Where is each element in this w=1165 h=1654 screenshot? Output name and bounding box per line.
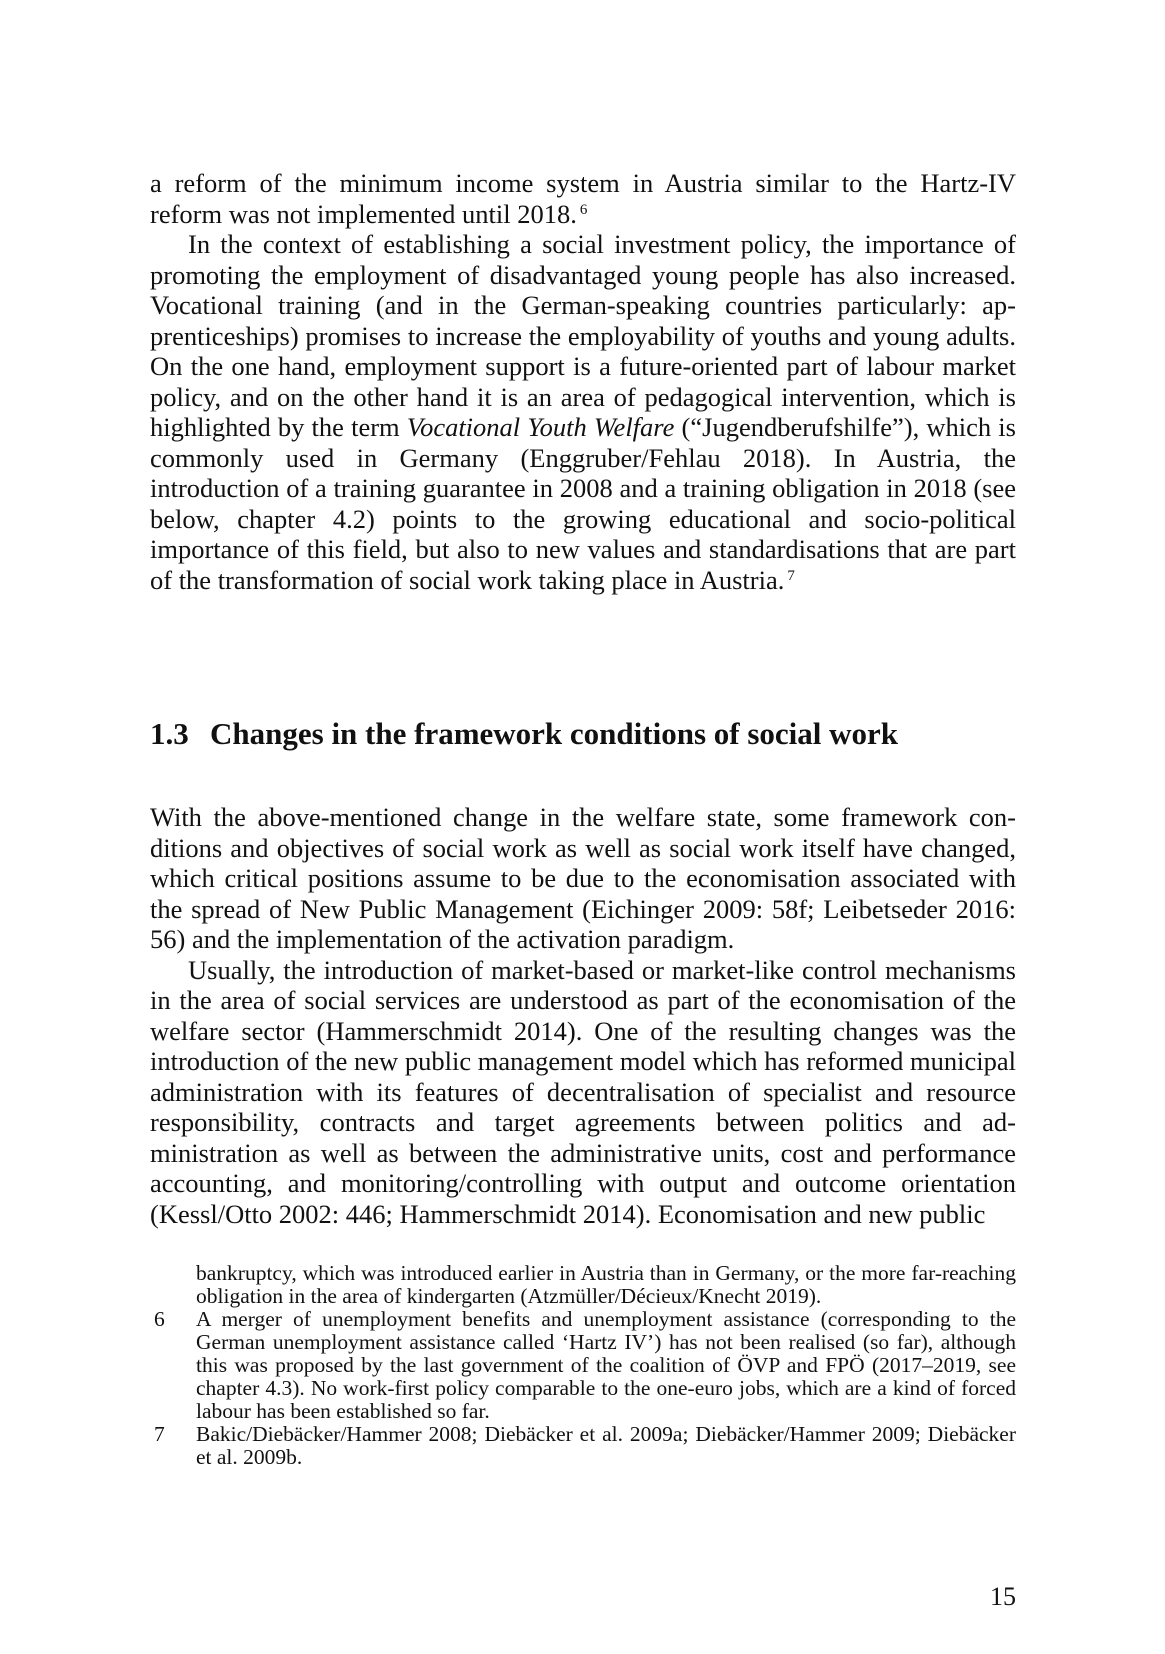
paragraph: Usually, the introduction of market-based or market-like control mechanisms in the area of social services are understood as part of the economisation of the welfare sector (Hammerschmidt 2014). One of the resulting changes was the introduction of the new public management model which has reformed municipal administration with its features of decentralisation of specialist and resource responsibility, contracts and target agreements between politics and administration as well as between the administrative units, cost and performance accounting, and monitoring/controlling with output and outcome orientation (Kessl/Otto 2002: 446; Hammerschmidt 2014). Economisation and new public	[150, 954, 1016, 1229]
footnote-ref-6[interactable]: 6	[579, 201, 588, 218]
section-number: 1.3	[150, 716, 189, 751]
paragraph: With the above-mentioned change in the welfare state, some framework conditions and objectives of social work as well as social work itself have changed, which critical positions assume to be due to the economisation associated with the spread of New Public Management (Eichinger 2009: 58f; Leibetseder 2016: 56) and the implementation of the activation paradigm.	[150, 802, 1016, 954]
section-title: Changes in the framework conditions of social work	[210, 716, 899, 751]
body-text-top	[150, 168, 1016, 595]
footnote-ref-7[interactable]: 7	[787, 567, 795, 584]
body-text-bottom	[150, 802, 1016, 1229]
footnote-number: 6	[154, 1307, 165, 1331]
paragraph	[150, 168, 1016, 229]
italic-term: Vocational Youth Welfare	[406, 412, 675, 442]
footnote-continued	[150, 1262, 1016, 1308]
paragraph-text: a reform of the minimum income system in Austria similar to the Hartz-IV reform was not implemented until 2018.	[150, 168, 1016, 229]
paragraph-text: (“Jugendberufshilfe”), which is commonly used in Germany (Enggruber/Fehlau 2018). In Austria, the introduction of a training guarantee in 2008 and a training obligation in 2018 (see below, chapter 4.2) points to the growing educational and socio-political importance of this field, but also to new values and standardisations that are part of the transformation of social work taking place in Austria.	[150, 412, 1016, 595]
footnote-text: Bakic/Diebäcker/Hammer 2008; Diebäcker et al. 2009a; Diebäcker/Hammer 2009; Diebäcker et al. 2009b.	[196, 1422, 1016, 1469]
paragraph	[150, 229, 1016, 595]
footnotes	[150, 1262, 1016, 1469]
page-number: 15	[990, 1582, 1016, 1611]
footnote-text: bankruptcy, which was introduced earlier in Austria than in Germany, or the more far-reaching obligation in the area of kindergarten (Atzmüller/Décieux/Knecht 2019).	[196, 1261, 1016, 1308]
footnote-number: 7	[154, 1422, 165, 1446]
section-heading	[150, 714, 1050, 754]
footnote-6	[150, 1308, 1016, 1423]
footnote-text: A merger of unemployment benefits and unemployment assistance (corresponding to the German unemployment assistance called ‘Hartz IV’) has not been realised (so far), although this was proposed by the last government of the coalition of ÖVP and FPÖ (2017–2019, see chapter 4.3). No work-first policy comparable to the one-euro jobs, which are a kind of forced labour has been established so far.	[196, 1307, 1016, 1423]
footnote-7	[150, 1423, 1016, 1469]
paragraph-text: In the context of establishing a social investment policy, the importance of promoting the employment of disadvantaged young people has also increased. Vocational training (and in the German-speaking countries particularly: apprenticeships) promises to increase the employability of youths and young adults. On the one hand, employment support is a future-oriented part of labour market policy, and on the other hand it is an area of pedagogical intervention, which is highlighted by the term	[150, 229, 1016, 442]
